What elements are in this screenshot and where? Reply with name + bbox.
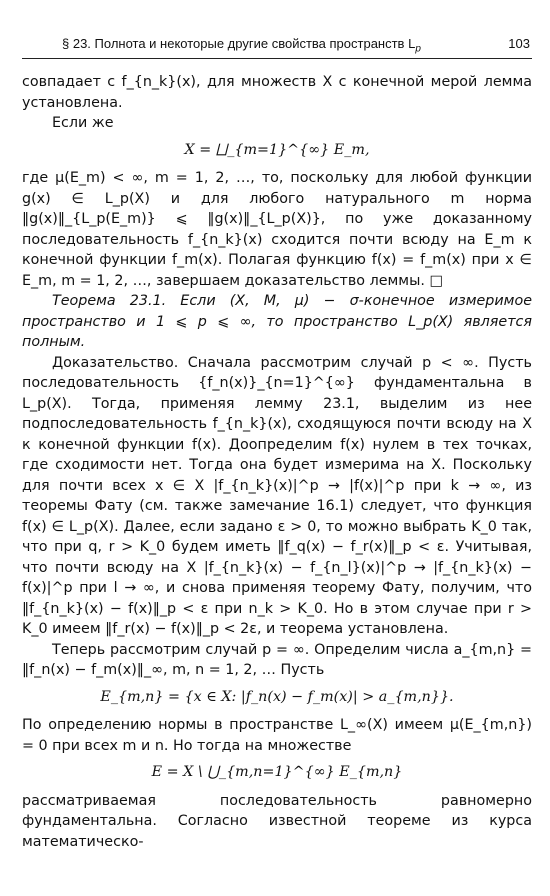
section-title-text: § 23. Полнота и некоторые другие свойства пространств L bbox=[62, 36, 416, 51]
equation-e-set: E = X \ ⋃_{m,n=1}^{∞} E_{m,n} bbox=[151, 764, 403, 780]
running-header bbox=[22, 36, 532, 60]
page-body bbox=[22, 72, 532, 852]
section-title-subscript: p bbox=[415, 43, 421, 55]
paragraph-case-infinity: Теперь рассмотрим случай p = ∞. Определим числа a_{m,n} = ‖f_n(x) − f_m(x)‖_∞, m, n = 1, 2, … Пусть bbox=[22, 641, 532, 678]
theorem-23-1: Теорема 23.1. Если (X, M, μ) − σ-конечное измеримое пространство и 1 ⩽ p ⩽ ∞, то пространство L_p(X) является полным. bbox=[22, 293, 532, 350]
paragraph-norm-definition: По определению нормы в пространстве L_∞(X) имеем μ(E_{m,n}) = 0 при всех m и n. Но тогда на множестве bbox=[22, 717, 532, 754]
paragraph-lemma-end: совпадает с f_{n_k}(x), для множеств X с конечной мерой лемма установлена. bbox=[22, 74, 532, 111]
page-number: 103 bbox=[508, 36, 530, 51]
section-title bbox=[62, 36, 421, 55]
header-rule bbox=[22, 58, 532, 59]
equation-e-mn: E_{m,n} = {x ∈ X: |f_n(x) − f_m(x)| > a_{m,n}}. bbox=[100, 688, 454, 705]
equation-x-union: X = ⨆_{m=1}^{∞} E_m, bbox=[184, 141, 370, 158]
paragraph-if: Если же bbox=[52, 115, 114, 131]
proof-paragraph: Доказательство. Сначала рассмотрим случай p < ∞. Пусть последовательность {f_n(x)}_{n=1}^{∞} фундаментальна в L_p(X). Тогда, применяя лемму 23.1, выделим из нее подпоследовательность f_{n_k}(x), сходящуюся почти всюду на X к конечной функции f(x). Доопределим f(x) нулем в тех точках, где сходимости нет. Тогда она будет измерима на X. Поскольку для почти всех x ∈ X |f_{n_k}(x)|^p → |f(x)|^p при k → ∞, из теоремы Фату (см. также замечание 16.1) следует, что функция f(x) ∈ L_p(X). Далее, если задано ε > 0, то можно выбрать K_0 так, что при q, r > K_0 будем иметь ‖f_q(x) − f_r(x)‖_p < ε. Учитывая, что почти всюду на X |f_{n_k}(x) − f_{n_l}(x)|^p → |f_{n_k}(x) − f(x)|^p при l → ∞, и снова применяя теорему Фату, получим, что ‖f_{n_k}(x) − f(x)‖_p < ε при n_k > K_0. Но в этом случае при r > K_0 имеем ‖f_r(x) − f(x)‖_p < 2ε, и теорема установлена. bbox=[22, 354, 532, 637]
paragraph-uniform: рассматриваемая последовательность равномерно фундаментальна. Согласно известной теореме из курса математическо- bbox=[22, 792, 532, 850]
paragraph-lemma-proof: где μ(E_m) < ∞, m = 1, 2, …, то, поскольку для любой функции g(x) ∈ L_p(X) и для любого натурального m норма ‖g(x)‖_{L_p(E_m)} ⩽ ‖g(x)‖_{L_p(X)}, по уже доказанному последовательность f_{n_k}(x) сходится почти всюду на E_m к конечной функции f_m(x). Полагая функцию f(x) = f_m(x) при x ∈ E_m, m = 1, 2, …, завершаем доказательство леммы. □ bbox=[22, 170, 532, 289]
